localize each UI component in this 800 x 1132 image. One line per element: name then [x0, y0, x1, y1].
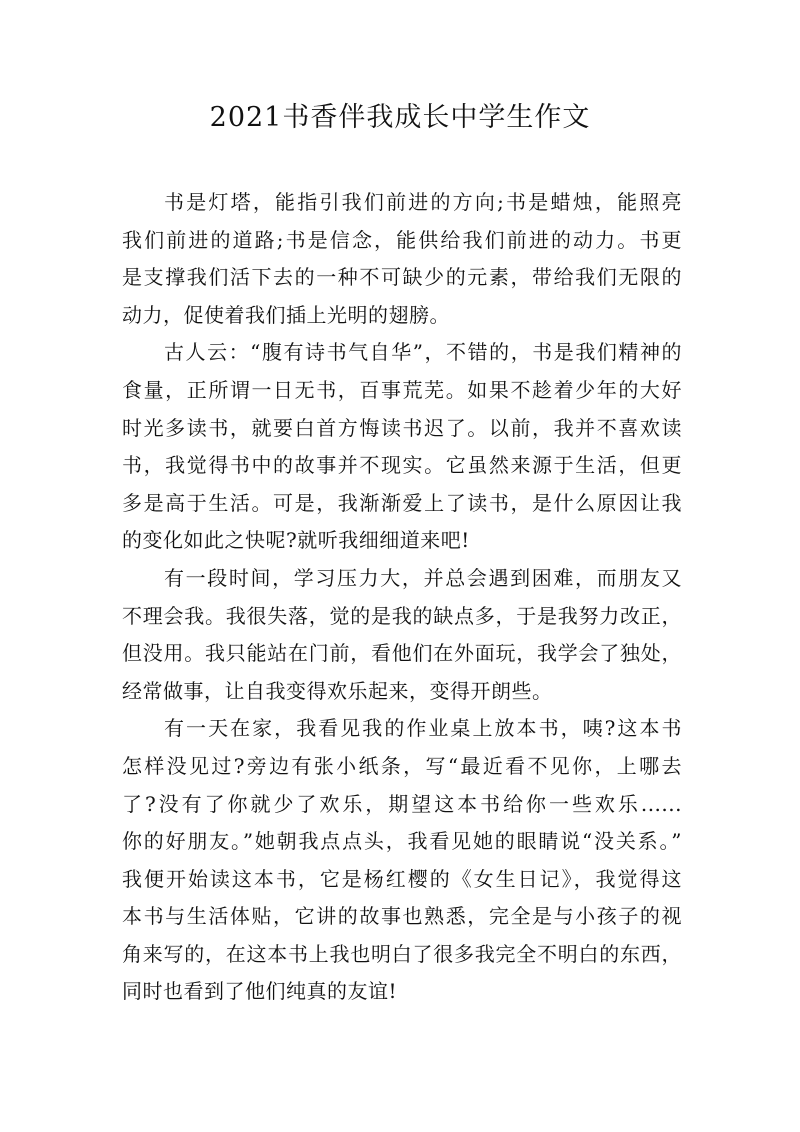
paragraph-4-line-7: 角来写的，在这本书上我也明白了很多我完全不明白的东西， — [122, 941, 682, 966]
paragraph-4-line-3: 了?没有了你就少了欢乐，期望这本书给你一些欢乐...... — [122, 791, 682, 816]
paragraph-4-line-6: 本书与生活体贴，它讲的故事也熟悉，完全是与小孩子的视 — [122, 904, 682, 929]
paragraph-1-line-1: 书是灯塔，能指引我们前进的方向;书是蜡烛，能照亮 — [164, 190, 682, 214]
paragraph-2-line-1: 古人云：“腹有诗书气自华”，不错的，书是我们精神的 — [164, 340, 682, 365]
paragraph-2-line-2: 食量，正所谓一日无书，百事荒芜。如果不趁着少年的大好 — [122, 377, 682, 402]
paragraph-3-line-4: 经常做事，让自我变得欢乐起来，变得开朗些。 — [122, 678, 553, 703]
document-title: 2021书香伴我成长中学生作文 — [209, 102, 591, 133]
paragraph-3-line-2: 不理会我。我很失落，觉的是我的缺点多，于是我努力改正， — [122, 603, 682, 628]
paragraph-4-line-2: 怎样没见过?旁边有张小纸条，写“最近看不见你，上哪去 — [122, 753, 682, 778]
paragraph-4-line-5: 我便开始读这本书，它是杨红樱的《女生日记》，我觉得这 — [122, 866, 682, 891]
document-body — [122, 184, 682, 1011]
paragraph-3-line-3: 但没用。我只能站在门前，看他们在外面玩，我学会了独处， — [122, 641, 682, 666]
paragraph-4-line-8: 同时也看到了他们纯真的友谊! — [122, 979, 398, 1004]
paragraph-2-line-5: 多是高于生活。可是，我渐渐爱上了读书，是什么原因让我 — [122, 490, 682, 515]
paragraph-1-line-4: 动力，促使着我们插上光明的翅膀。 — [122, 302, 450, 327]
paragraph-2-line-6: 的变化如此之快呢?就听我细细道来吧! — [122, 528, 470, 553]
paragraph-1-line-2: 我们前进的道路;书是信念，能供给我们前进的动力。书更 — [122, 227, 682, 252]
paragraph-1-line-3: 是支撑我们活下去的一种不可缺少的元素，带给我们无限的 — [122, 265, 682, 290]
paragraph-4-line-4: 你的好朋友。”她朝我点点头，我看见她的眼睛说“没关系。” — [122, 829, 682, 854]
paragraph-4-line-1: 有一天在家，我看见我的作业桌上放本书，咦?这本书 — [164, 716, 682, 741]
paragraph-2-line-3: 时光多读书，就要白首方悔读书迟了。以前，我并不喜欢读 — [122, 415, 682, 440]
paragraph-2-line-4: 书，我觉得书中的故事并不现实。它虽然来源于生活，但更 — [122, 453, 682, 478]
paragraph-3-line-1: 有一段时间，学习压力大，并总会遇到困难，而朋友又 — [164, 565, 682, 590]
